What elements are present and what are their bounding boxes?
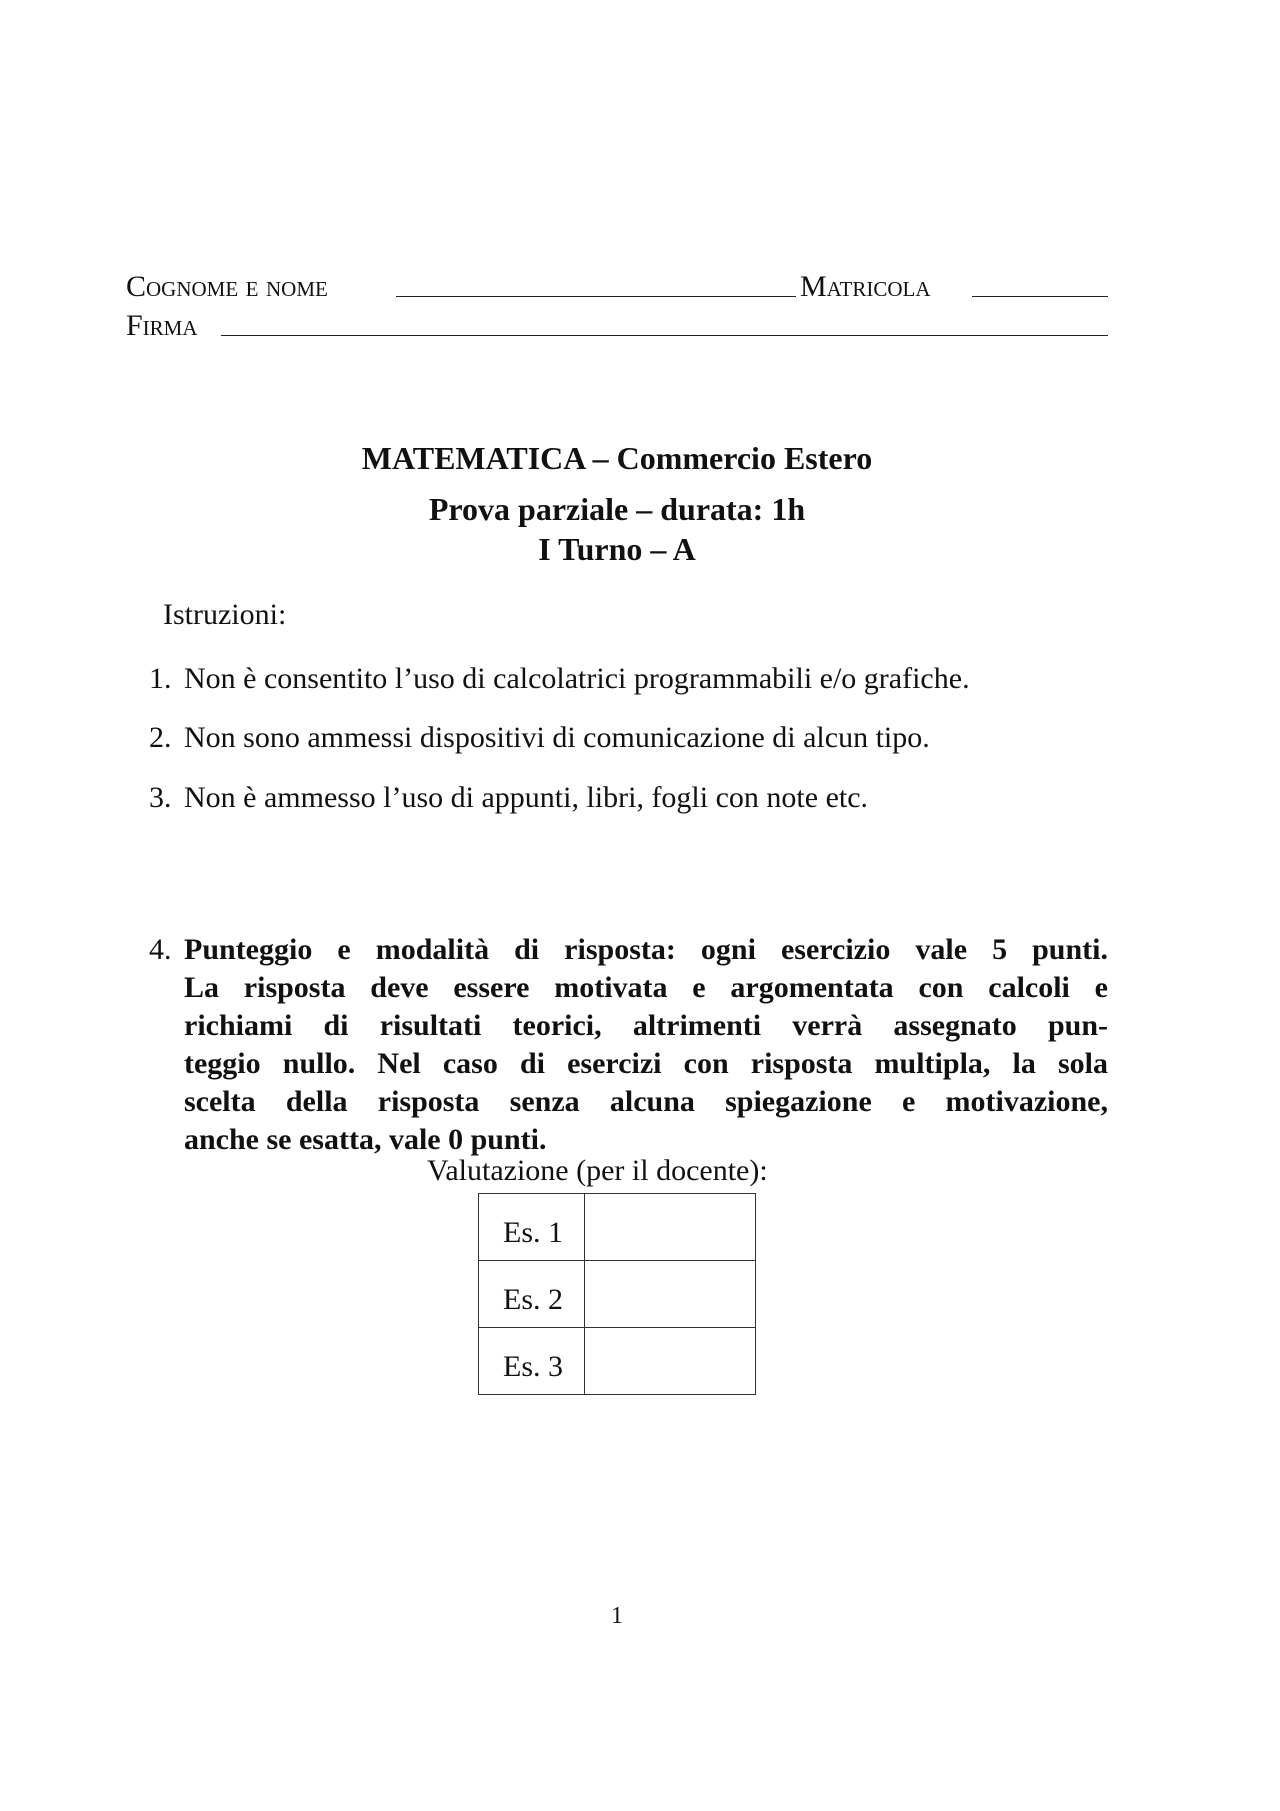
score-cell[interactable]	[585, 1261, 756, 1328]
table-row	[479, 1328, 756, 1395]
name-field-line[interactable]	[396, 296, 796, 297]
instruction-item: Non è consentito l’uso di calcolatrici programmabili e/o grafiche.	[184, 662, 970, 695]
scoring-rules-line: Punteggio e modalità di risposta: ogni esercizio vale 5 punti.	[184, 933, 1108, 966]
table-row	[479, 1261, 756, 1328]
signature-label: Firma	[126, 309, 198, 342]
course-title: MATEMATICA – Commercio Estero	[361, 440, 873, 476]
item-number: 1.	[149, 662, 172, 695]
signature-field-line[interactable]	[221, 335, 1108, 336]
exercise-label: Es. 3	[479, 1328, 585, 1395]
table-row	[479, 1194, 756, 1261]
item-number: 4.	[149, 933, 172, 966]
exam-subtitle: Prova parziale – durata: 1h	[428, 491, 806, 527]
name-label: Cognome e nome	[126, 270, 328, 303]
id-field-line[interactable]	[972, 296, 1108, 297]
grading-table	[478, 1193, 756, 1395]
instruction-item: Non è ammesso l’uso di appunti, libri, fogli con note etc.	[184, 781, 869, 814]
score-cell[interactable]	[585, 1194, 756, 1261]
item-number: 2.	[149, 721, 172, 754]
exercise-label: Es. 2	[479, 1261, 585, 1328]
scoring-rules-line: anche se esatta, vale 0 punti.	[184, 1123, 547, 1156]
scoring-rules-line: La risposta deve essere motivata e argomentata con calcoli e	[184, 971, 1108, 1004]
score-cell[interactable]	[585, 1328, 756, 1395]
page-number: 1	[611, 1603, 623, 1629]
grading-caption: Valutazione (per il docente):	[427, 1154, 768, 1187]
scoring-rules-line: scelta della risposta senza alcuna spiegazione e motivazione,	[184, 1085, 1108, 1118]
item-number: 3.	[149, 781, 172, 814]
instruction-item: Non sono ammessi dispositivi di comunicazione di alcun tipo.	[184, 721, 930, 754]
scoring-rules-line: teggio nullo. Nel caso di esercizi con risposta multipla, la sola	[184, 1047, 1108, 1080]
scoring-rules-line: richiami di risultati teorici, altrimenti verrà assegnato pun-	[184, 1009, 1108, 1042]
session-label: I Turno – A	[538, 531, 696, 567]
exercise-label: Es. 1	[479, 1194, 585, 1261]
id-label: Matricola	[800, 270, 931, 303]
instructions-heading: Istruzioni:	[163, 598, 287, 631]
